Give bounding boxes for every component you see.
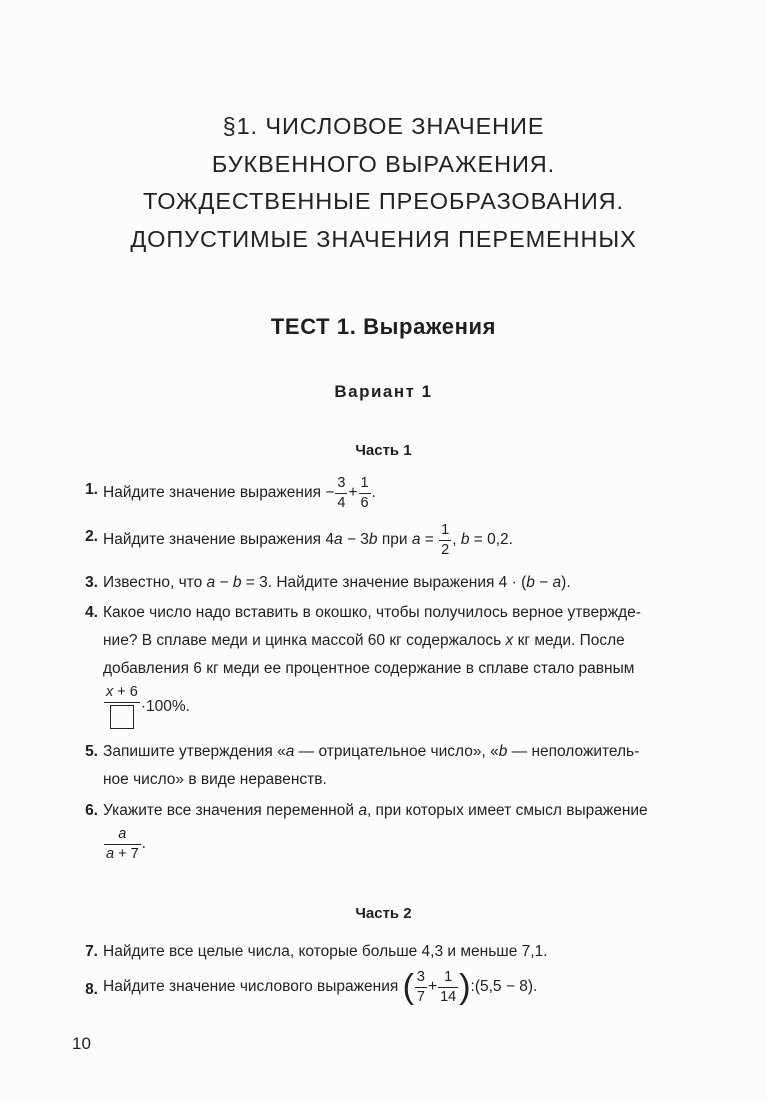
task-1 xyxy=(72,476,712,516)
task-body: Известно, что a − b = 3. Найдите значение выражения 4 · (b − a). xyxy=(103,574,571,591)
task-number: 4. xyxy=(85,604,98,621)
task-text: Найдите значение выражения xyxy=(103,484,322,502)
variable-a: a xyxy=(411,531,421,549)
expression: 4a − 3b xyxy=(325,531,378,549)
fraction: $\frac{3}{7}$ xyxy=(416,969,425,1005)
section-title-line: §1. ЧИСЛОВОЕ ЗНАЧЕНИЕ xyxy=(222,113,545,139)
section-title xyxy=(0,108,767,258)
task-number: 5. xyxy=(85,743,98,760)
test-title: ТЕСТ 1. Выражения xyxy=(270,314,497,339)
task-body: Укажите все значения переменной a, при которых имеет смысл выражение $\frac{a}{a + 7}$ . xyxy=(103,802,648,862)
task-body: Найдите значение выражения 4a − 3b при a = $\frac{1}{2}$ , b = 0,2. xyxy=(103,522,513,558)
task-number: 3. xyxy=(85,574,98,591)
task-text: Найдите значение выражения xyxy=(103,531,322,549)
part-2-title: Часть 2 xyxy=(355,905,412,922)
when-word: при xyxy=(381,531,408,549)
task-number: 1. xyxy=(85,481,98,498)
fraction: $\frac{1}{6}$ xyxy=(360,475,369,511)
plus-sign: + xyxy=(348,484,358,502)
task-body xyxy=(103,476,712,510)
task-body: Найдите значение числового выражения ( $\frac{3}{7}$ + $\frac{1}{14}$ ):(5,5 − 8). xyxy=(103,968,538,1006)
fraction: $\frac{1}{2}$ xyxy=(441,522,450,558)
fraction: $\frac{1}{14}$ xyxy=(440,969,457,1005)
fraction: $\frac{a}{a + 7}$ xyxy=(106,826,139,862)
task-number: 7. xyxy=(85,943,98,960)
fraction-with-box: x + 6 xyxy=(104,685,140,729)
task-number: 8. xyxy=(85,981,98,998)
variant-title: Вариант 1 xyxy=(334,382,433,401)
section-title-line: БУКВЕННОГО ВЫРАЖЕНИЯ. xyxy=(211,150,556,177)
task-body: Запишите утверждения «a — отрицательное число», «b — неположитель- ное число» в виде неравенств. xyxy=(103,743,640,788)
page-number: 10 xyxy=(72,1034,91,1053)
section-title-line: ТОЖДЕСТВЕННЫЕ ПРЕОБРАЗОВАНИЯ. xyxy=(143,188,624,214)
variable-b: b xyxy=(460,531,470,549)
fraction: $\frac{3}{4}$ xyxy=(337,475,346,511)
task-body: Найдите все целые числа, которые больше 4,3 и меньше 7,1. xyxy=(103,943,548,960)
task-number: 2. xyxy=(85,528,98,545)
section-title-line: ДОПУСТИМЫЕ ЗНАЧЕНИЯ ПЕРЕМЕННЫХ xyxy=(130,225,637,252)
task-2 xyxy=(72,523,712,563)
task-body: Какое число надо вставить в окошко, чтобы получилось верное утвержде- ние? В сплаве меди и цинка массой 60 кг содержалось x кг меди. После добавления 6 кг меди ее процентное содержание в сплаве стало равным x + 6 ·100%. xyxy=(103,599,712,729)
minus-sign: − xyxy=(325,484,335,502)
part-1-title: Часть 1 xyxy=(355,442,412,459)
answer-box xyxy=(110,705,134,729)
task-number: 6. xyxy=(85,802,98,819)
period: . xyxy=(371,484,376,502)
